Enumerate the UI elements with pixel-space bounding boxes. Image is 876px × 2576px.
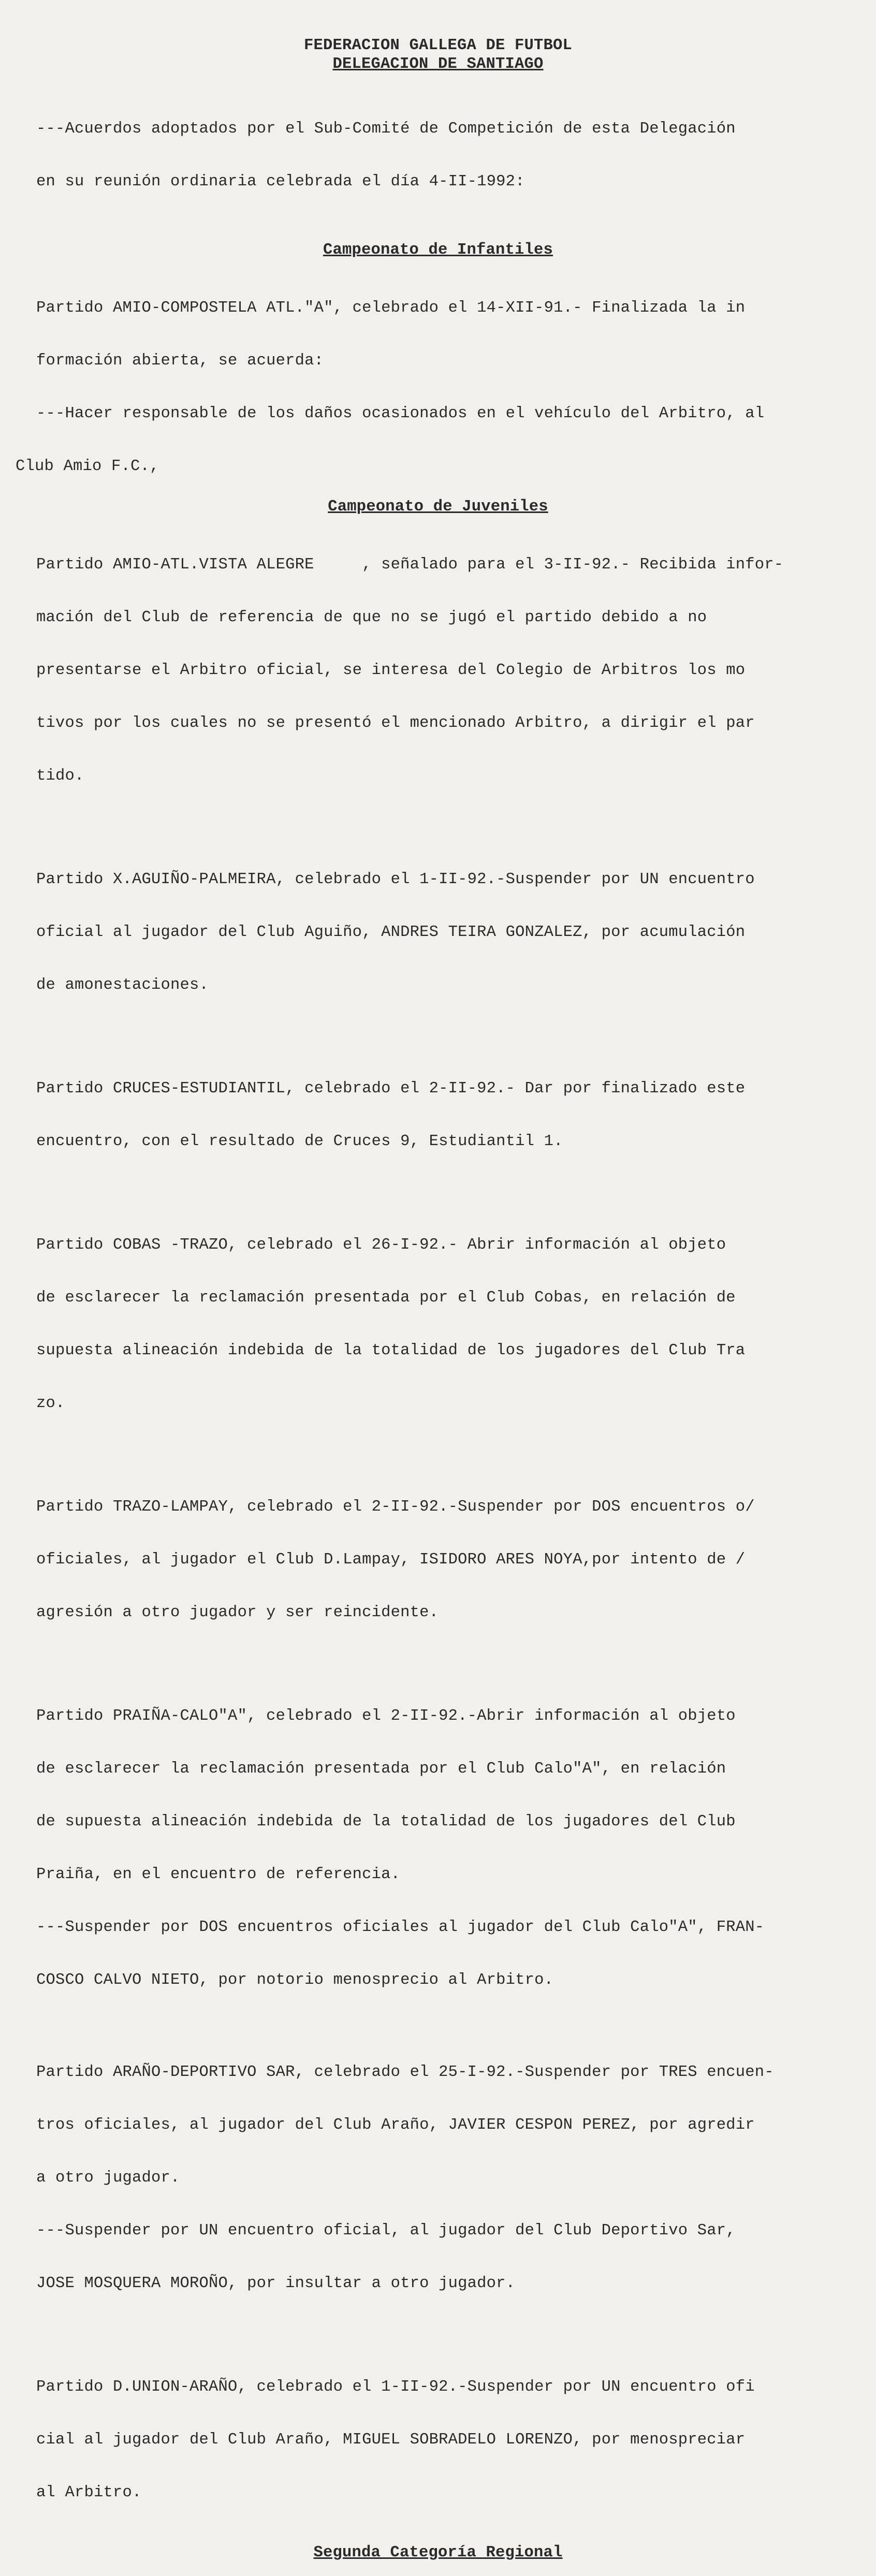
text-line: Partido ARAÑO-DEPORTIVO SAR, celebrado el 25-I-92.-Suspender por TRES encuen- <box>36 2063 774 2081</box>
intro-paragraph <box>36 85 840 226</box>
paragraph-praina-calo <box>36 1672 840 2024</box>
document-header <box>36 36 840 74</box>
text-line: oficiales, al jugador el Club D.Lampay, ISIDORO ARES NOYA,por intento de / <box>36 1551 746 1569</box>
text-line: mación del Club de referencia de que no se jugó el partido debido a no <box>36 609 707 626</box>
text-line: encuentro, con el resultado de Cruces 9, Estudiantil 1. <box>36 1133 563 1150</box>
paragraph-amio-compostela <box>16 264 840 510</box>
text-line: Partido X.AGUIÑO-PALMEIRA, celebrado el 1-II-92.-Suspender por UN encuentro <box>36 871 755 888</box>
section-title-infantiles: Campeonato de Infantiles <box>323 241 553 259</box>
text-line: tros oficiales, al jugador del Club Araño, JAVIER CESPON PEREZ, por agredir <box>36 2116 755 2134</box>
text-line: de supuesta alineación indebida de la totalidad de los jugadores del Club <box>36 1813 736 1831</box>
text-line: oficial al jugador del Club Aguiño, ANDRES TEIRA GONZALEZ, por acumulación <box>36 924 746 941</box>
text-line: formación abierta, se acuerda: <box>36 352 324 370</box>
text-line: ---Hacer responsable de los daños ocasionados en el vehículo del Arbitro, al <box>36 405 765 422</box>
text-line: tido. <box>36 767 84 785</box>
text-line: en su reunión ordinaria celebrada el día 4-II-1992: <box>36 173 525 191</box>
text-line: de amonestaciones. <box>36 976 209 994</box>
paragraph-amio-vista-alegre <box>36 521 840 820</box>
text-line: agresión a otro jugador y ser reincidente. <box>36 1604 439 1621</box>
text-line: tivos por los cuales no se presentó el mencionado Arbitro, a dirigir el par <box>36 714 755 732</box>
paragraph-praina-airinos <box>36 2567 840 2576</box>
text-line: Partido COBAS -TRAZO, celebrado el 26-I-92.- Abrir información al objeto <box>36 1236 726 1254</box>
text-line: ---Suspender por UN encuentro oficial, al jugador del Club Deportivo Sar, <box>36 2222 736 2240</box>
text-line: zo. <box>36 1395 65 1412</box>
paragraph-cobas-trazo <box>36 1201 840 1447</box>
text-line: Partido PRAIÑA-CALO"A", celebrado el 2-II-92.-Abrir información al objeto <box>36 1707 736 1725</box>
text-line: Partido AMIO-COMPOSTELA ATL."A", celebrado el 14-XII-91.- Finalizada la in <box>36 299 746 317</box>
paragraph-arano-deportivo-sar <box>36 2028 840 2328</box>
text-line: a otro jugador. <box>36 2169 180 2187</box>
text-line: Club Amio F.C., <box>16 458 159 475</box>
paragraph-aguino-palmeira <box>36 836 840 1029</box>
text-line: Partido CRUCES-ESTUDIANTIL, celebrado el 2-II-92.- Dar por finalizado este <box>36 1080 746 1097</box>
federation-title: FEDERACION GALLEGA DE FUTBOL <box>303 37 573 54</box>
paragraph-trazo-lampay <box>36 1463 840 1657</box>
paragraph-cruces-estudiantil <box>36 1045 840 1185</box>
delegation-title: DELEGACION DE SANTIAGO <box>332 55 544 73</box>
text-line: Praiña, en el encuentro de referencia. <box>36 1866 401 1883</box>
section-title-juveniles: Campeonato de Juveniles <box>328 498 548 516</box>
text-line: al Arbitro. <box>36 2484 142 2501</box>
text-line: COSCO CALVO NIETO, por notorio menosprecio al Arbitro. <box>36 1971 554 1989</box>
text-line: Partido AMIO-ATL.VISTA ALEGRE , señalado para el 3-II-92.- Recibida infor- <box>36 556 784 574</box>
text-line: ---Suspender por DOS encuentros oficiales al jugador del Club Calo"A", FRAN- <box>36 1919 765 1936</box>
paragraph-union-arano <box>36 2343 840 2537</box>
text-line: de esclarecer la reclamación presentada por el Club Calo"A", en relación <box>36 1760 726 1778</box>
section-title-segunda-regional: Segunda Categoría Regional <box>313 2544 563 2562</box>
text-line: supuesta alineación indebida de la totalidad de los jugadores del Club Tra <box>36 1342 746 1359</box>
text-line: ---Acuerdos adoptados por el Sub-Comité de Competición de esta Delegación <box>36 120 736 138</box>
text-line: JOSE MOSQUERA MOROÑO, por insultar a otro jugador. <box>36 2275 516 2292</box>
text-line: de esclarecer la reclamación presentada por el Club Cobas, en relación de <box>36 1289 736 1307</box>
text-line: cial al jugador del Club Araño, MIGUEL SOBRADELO LORENZO, por menospreciar <box>36 2431 746 2449</box>
text-line: Partido TRAZO-LAMPAY, celebrado el 2-II-92.-Suspender por DOS encuentros o/ <box>36 1498 755 1516</box>
text-line: Partido D.UNION-ARAÑO, celebrado el 1-II-92.-Suspender por UN encuentro ofi <box>36 2378 755 2396</box>
text-line: presentarse el Arbitro oficial, se interesa del Colegio de Arbitros los mo <box>36 662 746 679</box>
